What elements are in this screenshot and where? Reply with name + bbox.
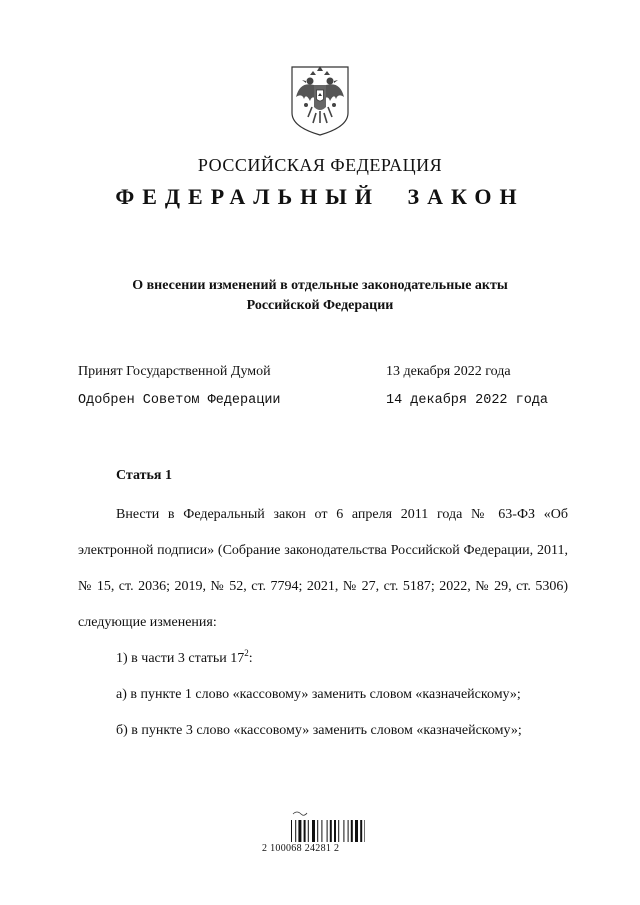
amendment-item-1-suffix: : (248, 651, 253, 666)
country-title: РОССИЙСКАЯ ФЕДЕРАЦИЯ (197, 155, 443, 175)
law-subject-line-2: Российской Федерации (246, 298, 394, 313)
duma-label: Принят Государственной Думой (78, 364, 271, 379)
amendment-item-b: б) в пункте 3 слово «кассовому» заменить словом «казначейскому»; (116, 723, 522, 738)
law-subject-line-1: О внесении изменений в отдельные законодательные акты (132, 278, 508, 293)
amendment-item-1 (78, 641, 568, 677)
document-type-title: ФЕДЕРАЛЬНЫЙ ЗАКОН (115, 184, 525, 209)
amendment-item-1-superscript: 2 (244, 648, 249, 658)
amendment-item-a: а) в пункте 1 слово «кассовому» заменить словом «казначейскому»; (116, 687, 521, 702)
council-date: 14 декабря 2022 года (386, 393, 549, 408)
barcode-number: 2 100068 24281 2 (262, 843, 340, 854)
council-label: Одобрен Советом Федерации (78, 393, 281, 408)
article-body (78, 497, 568, 749)
amendment-item-1-text: 1) в части 3 статьи 17 (116, 651, 245, 666)
duma-date: 13 декабря 2022 года (386, 364, 511, 379)
article-paragraph: Внести в Федеральный закон от 6 апреля 2011 года № 63-ФЗ «Об электронной подписи» (Собрание законодательства Российской Федерации, 2011, № 15, ст. 2036; 2019, № 52, ст. 7794; 2021, № 27, ст. 5187; 2022, № 29, ст. 5306) следующие изменения: (78, 507, 568, 630)
article-heading: Статья 1 (116, 468, 172, 483)
law-subject (0, 276, 640, 316)
russian-coat-of-arms-icon (288, 63, 352, 137)
